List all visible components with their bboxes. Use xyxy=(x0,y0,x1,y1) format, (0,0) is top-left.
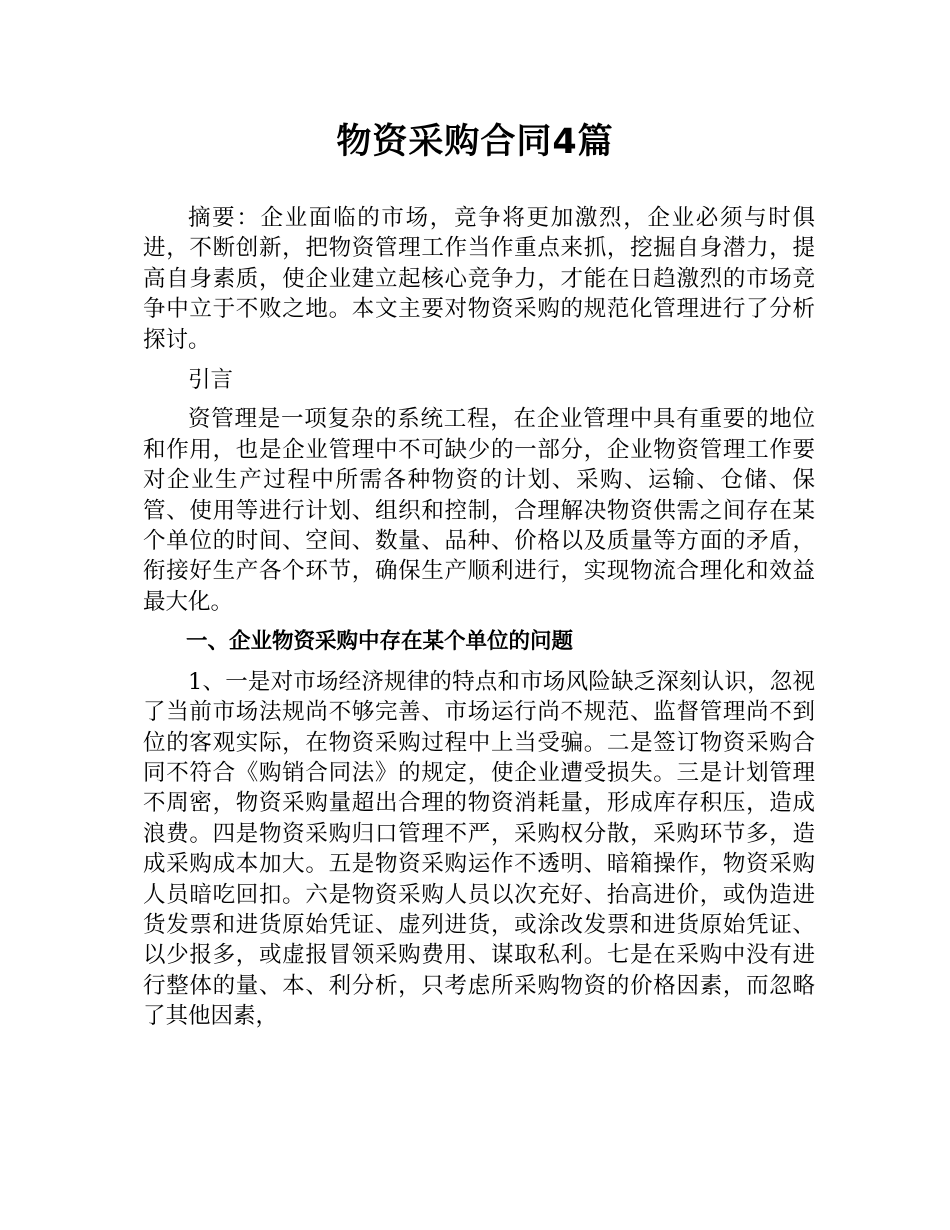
document-body xyxy=(143,203,815,1032)
intro-paragraph: 资管理是一项复杂的系统工程，在企业管理中具有重要的地位和作用，也是企业管理中不可缺少的一部分，企业物资管理工作要对企业生产过程中所需各种物资的计划、采购、运输、仓储、保管、使用等进行计划、组织和控制，合理解决物资供需之间存在某个单位的时间、空间、数量、品种、价格以及质量等方面的矛盾，衔接好生产各个环节，确保生产顺利进行，实现物流合理化和效益最大化。 xyxy=(143,406,815,615)
document-title: 物资采购合同4篇 xyxy=(336,122,614,162)
section-heading: 一、企业物资采购中存在某个单位的问题 xyxy=(186,628,574,654)
intro-label: 引言 xyxy=(188,366,234,393)
abstract-paragraph: 摘要：企业面临的市场，竞争将更加激烈，企业必须与时俱进，不断创新，把物资管理工作当作重点来抓，挖掘自身潜力，提高自身素质，使企业建立起核心竞争力，才能在日趋激烈的市场竞争中立于不败之地。本文主要对物资采购的规范化管理进行了分析探讨。 xyxy=(143,205,815,353)
section-paragraph: 1、一是对市场经济规律的特点和市场风险缺乏深刻认识，忽视了当前市场法规尚不够完善、市场运行尚不规范、监督管理尚不到位的客观实际，在物资采购过程中上当受骗。二是签订物资采购合同不符合《购销合同法》的规定，使企业遭受损失。三是计划管理不周密，物资采购量超出合理的物资消耗量，形成库存积压，造成浪费。四是物资采购归口管理不严，采购权分散，采购环节多，造成采购成本加大。五是物资采购运作不透明、暗箱操作，物资采购人员暗吃回扣。六是物资采购人员以次充好、抬高进价，或伪造进货发票和进货原始凭证、虚列进货，或涂改发票和进货原始凭证、以少报多，或虚报冒领采购费用、谋取私利。七是在采购中没有进行整体的量、本、利分析，只考虑所采购物资的价格因素，而忽略了其他因素， xyxy=(143,668,815,1030)
